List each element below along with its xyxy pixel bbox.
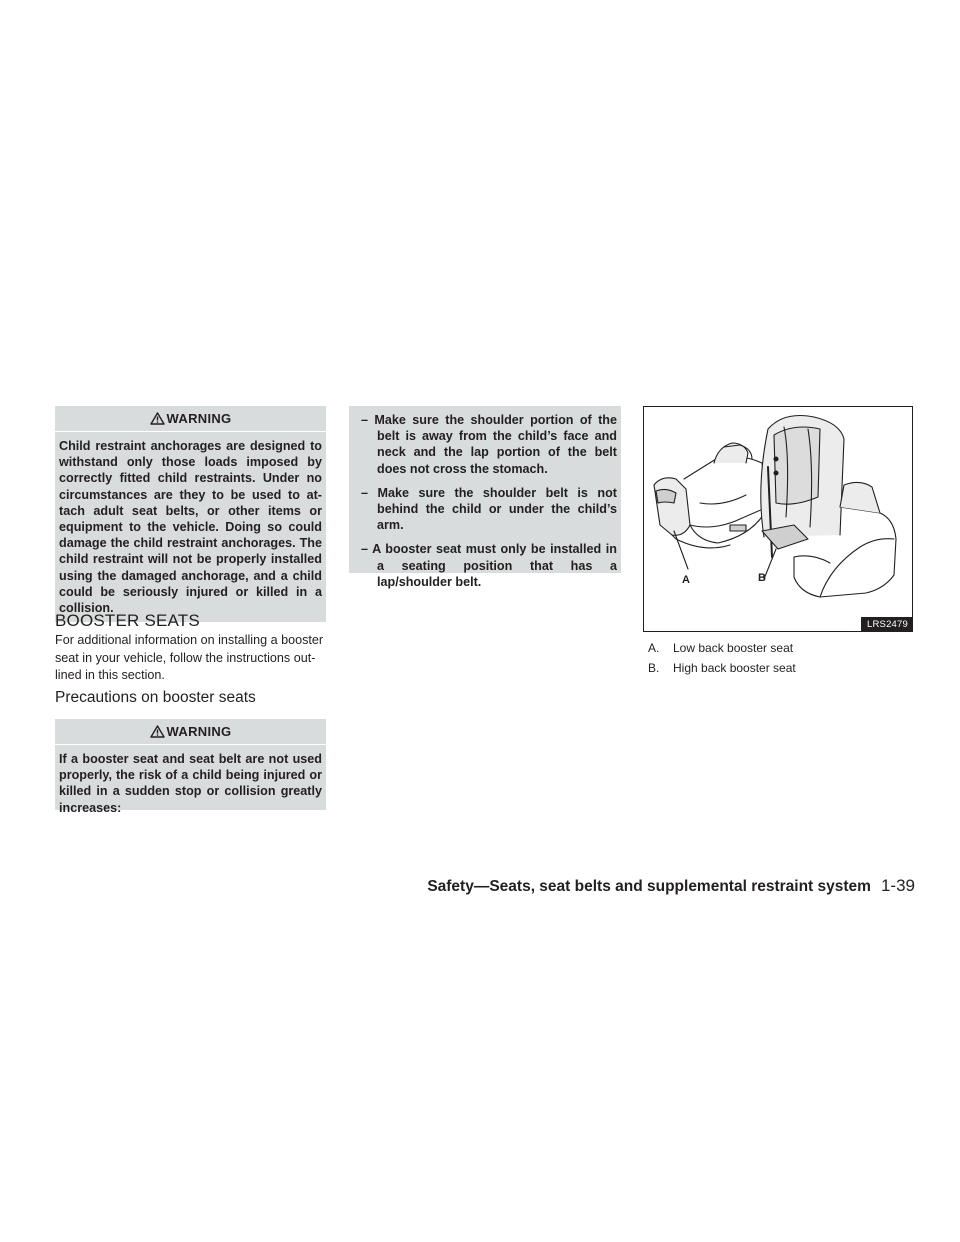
list-item: – Make sure the shoulder portion of the belt is away from the child’s face and neck and the lap portion of the belt does not cross the stomach.: [353, 412, 617, 477]
warning-list: [349, 406, 621, 606]
low-back-booster-seat: [654, 443, 768, 548]
leader-line-a: [674, 531, 688, 569]
subsection-title: Precautions on booster seats: [55, 689, 256, 706]
caption-label: B.: [648, 661, 660, 675]
warning-title: WARNING: [166, 411, 232, 426]
label-b: B: [758, 572, 766, 584]
warning-box-booster-continued: [349, 406, 621, 589]
footer-chapter-title: Safety—Seats, seat belts and supplemental restraint system: [427, 878, 871, 895]
page-number: 1-39: [880, 876, 915, 895]
section-intro: For additional information on installing a booster seat in your vehicle, follow the instructions out-lined in this section.: [55, 633, 324, 683]
figure-code: LRS2479: [861, 617, 912, 631]
warning-triangle-icon: [150, 412, 165, 425]
page-footer: [427, 876, 915, 896]
label-a: A: [682, 574, 690, 586]
warning-box-booster: [55, 719, 326, 815]
warning-header: [55, 406, 326, 432]
warning-title: WARNING: [166, 724, 232, 739]
list-item: – A booster seat must only be installed in a seating position that has a lap/shoulder belt.: [353, 541, 617, 590]
caption-text: High back booster seat: [673, 661, 796, 675]
caption-b: [648, 661, 796, 675]
warning-box-anchorages: [55, 406, 326, 622]
section-title: BOOSTER SEATS: [55, 611, 200, 630]
warning-triangle-icon: [150, 725, 165, 738]
high-back-booster-seat: [761, 416, 896, 598]
warning-text: Child restraint anchorages are designed to withstand only those loads imposed by correctly fitted child restraints. Under no circumstances are they to be used to at-tach adult seat belts, or other items or equipment to the vehicle. Doing so could damage the child restraint anchorages. The child restraint will not be properly installed using the damaged anchorage, and a child could be seriously injured or killed in a collision.: [59, 439, 322, 616]
list-item: – Make sure the shoulder belt is not behind the child or under the child’s arm.: [353, 485, 617, 534]
warning-header: [55, 719, 326, 745]
caption-label: A.: [648, 641, 660, 655]
caption-a: [648, 641, 793, 655]
caption-text: Low back booster seat: [673, 641, 794, 655]
warning-text: If a booster seat and seat belt are not used properly, the risk of a child being injured or killed in a sudden stop or collision greatly increases:: [59, 752, 322, 815]
booster-seats-illustration: [644, 407, 912, 631]
booster-seat-figure: [643, 406, 913, 632]
